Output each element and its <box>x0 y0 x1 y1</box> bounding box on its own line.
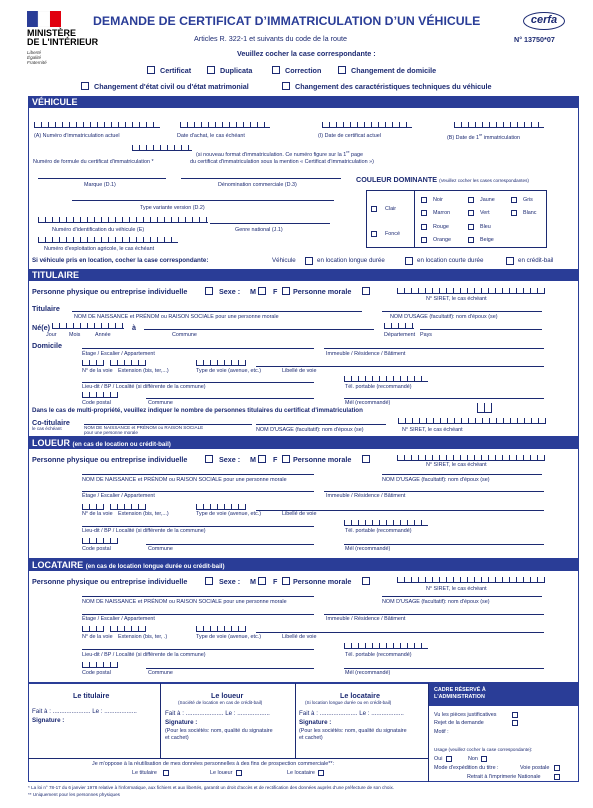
label-mois: Mois <box>69 332 81 338</box>
label-cotitulaire-2: le cas échéant <box>32 426 62 431</box>
sign-loueur-cachet: et cachet) <box>165 735 189 741</box>
field-mel-loueur[interactable] <box>344 544 544 545</box>
field-numvoie-loueur[interactable] <box>82 504 104 510</box>
label-commune-2: Commune <box>148 400 173 406</box>
label-noir: Noir <box>433 197 443 203</box>
footnote-2: ** Uniquement pour les personnes physiques <box>28 792 120 797</box>
label-immeuble: Immeuble / Résidence / Bâtiment <box>326 351 406 357</box>
color-box <box>366 190 547 248</box>
cerfa-logo: cerfa <box>523 12 565 30</box>
label-cp: Code postal <box>82 400 111 406</box>
locataire-label-cp: Code postal <box>82 670 111 676</box>
oppose-label-locataire: Le locataire <box>287 770 315 776</box>
loueur-label-immeuble: Immeuble / Résidence / Bâtiment <box>326 493 406 499</box>
locataire-label-mel: Mél (recommandé) <box>345 670 391 676</box>
admin-title-1: CADRE RÉSERVÉ À <box>434 687 486 693</box>
field-typevoie-loueur[interactable] <box>196 504 246 510</box>
field-libvoie-locataire[interactable] <box>256 632 544 633</box>
checkbox-jaune[interactable] <box>468 197 474 203</box>
field-libvoie-titulaire[interactable] <box>256 366 544 367</box>
field-ext-titulaire[interactable] <box>110 360 146 366</box>
checkbox-fonce[interactable] <box>371 231 377 237</box>
label-couleur: COULEUR DOMINANTE (Veuillez cocher les cases correspondantes) <box>356 175 529 184</box>
label-clair: Clair <box>385 206 397 212</box>
label-rouge: Rouge <box>433 224 449 230</box>
admin-non: Non <box>468 756 478 762</box>
checkbox-correction[interactable] <box>272 66 280 74</box>
label-usage-titulaire: NOM D'USAGE (facultatif): nom d'époux (se) <box>390 314 498 320</box>
sign-locataire-cachet: et cachet) <box>299 735 323 741</box>
field-numvoie-locataire[interactable] <box>82 626 104 632</box>
checkbox-admin-vu[interactable] <box>512 712 518 718</box>
checkbox-beige[interactable] <box>468 237 474 243</box>
label-caracteristiques: Changement des caractéristiques techniques du véhicule <box>295 82 492 91</box>
admin-mode: Mode d'expédition du titre : <box>434 765 499 771</box>
loueur-label-m: M <box>250 455 256 464</box>
locataire-label-pm: Personne morale <box>293 577 352 586</box>
checkbox-m-titulaire[interactable] <box>258 287 266 295</box>
checkbox-m-loueur[interactable] <box>258 455 266 463</box>
checkbox-marron[interactable] <box>421 210 427 216</box>
ministry-name-2: DE L'INTÉRIEUR <box>27 37 99 47</box>
sign-titulaire-title: Le titulaire <box>73 691 110 700</box>
checkbox-pp-titulaire[interactable] <box>205 287 213 295</box>
label-jour: Jour <box>46 332 57 338</box>
label-cotitulaire: Co-titulaire <box>32 418 70 427</box>
oppose-label-titulaire: Le titulaire <box>132 770 157 776</box>
label-pays: Pays <box>420 332 432 338</box>
field-etage-loueur[interactable] <box>82 491 314 492</box>
loueur-label-tel: Tél. portable (recommandé) <box>345 528 412 534</box>
label-lieudit: Lieu-dit / BP / Localité (si différente de la commune) <box>82 384 206 390</box>
checkbox-bleu[interactable] <box>468 224 474 230</box>
cerfa-number: N° 13750*07 <box>514 35 555 44</box>
label-marque: Marque (D.1) <box>84 182 116 188</box>
field-marque[interactable] <box>38 178 166 179</box>
field-immeuble-loueur[interactable] <box>324 491 544 492</box>
section-locataire: LOCATAIRE (en cas de location longue durée ou crédit-bail) <box>28 559 579 571</box>
checkbox-location-courte[interactable] <box>405 257 413 265</box>
locataire-label-sexe: Sexe : <box>219 577 241 586</box>
sign-locataire-title: Le locataire <box>340 691 380 700</box>
field-usage-locataire[interactable] <box>382 596 542 597</box>
admin-rejet: Rejet de la demande <box>434 720 484 726</box>
label-nom-titulaire: NOM DE NAISSANCE et PRÉNOM ou RAISON SOCIALE pour une personne morale <box>74 314 279 320</box>
label-numero-formule: Numéro de formule du certificat d'immatriculation * <box>33 159 154 165</box>
checkbox-oppose-locataire[interactable] <box>318 770 324 776</box>
field-mel-locataire[interactable] <box>344 668 544 669</box>
label-immat-actuel: (A) Numéro d'immatriculation actuel <box>34 133 120 139</box>
label-denomination: Dénomination commerciale (D.3) <box>218 182 297 188</box>
label-vin: Numéro d'identification du véhicule (E) <box>52 227 145 233</box>
admin-oui: Oui <box>434 756 443 762</box>
locataire-label-immeuble: Immeuble / Résidence / Bâtiment <box>326 616 406 622</box>
checkbox-admin-voie[interactable] <box>554 765 560 771</box>
sign-loueur-sub: (Société de location en cas de crédit-bail) <box>178 700 263 705</box>
field-date-naissance[interactable] <box>52 323 124 329</box>
checkbox-f-locataire[interactable] <box>282 577 290 585</box>
loueur-label-nom: NOM DE NAISSANCE et PRÉNOM ou RAISON SOCIALE pour une personne morale <box>82 477 287 483</box>
field-commune-locataire[interactable] <box>146 668 314 669</box>
field-cotit-usage[interactable] <box>256 424 386 425</box>
field-numvoie-titulaire[interactable] <box>82 360 104 366</box>
section-vehicule: VÉHICULE <box>28 96 579 108</box>
field-cp-loueur[interactable] <box>82 538 118 544</box>
admin-retrait: Retrait à l'imprimerie Nationale <box>467 774 541 780</box>
field-siret-locataire[interactable] <box>397 577 545 583</box>
label-location-courte: en location courte durée <box>417 257 484 264</box>
section-loueur: LOUEUR (en cas de location ou crédit-bail) <box>28 437 579 449</box>
label-multi-propriete: Dans le cas de multi-propriété, veuillez indiquer le nombre de personnes titulaires du certificat d'immatriculation <box>32 407 363 414</box>
field-lieudit-titulaire[interactable] <box>82 382 314 383</box>
label-departement: Département <box>384 332 416 338</box>
loueur-label-pm: Personne morale <box>293 455 352 464</box>
checkbox-pm-titulaire[interactable] <box>362 287 370 295</box>
label-tel: Tél. portable (recommandé) <box>345 384 412 390</box>
checkbox-f-loueur[interactable] <box>282 455 290 463</box>
field-tel-titulaire[interactable] <box>344 376 428 382</box>
label-typevoie: Type de voie (avenue, etc.) <box>196 368 262 374</box>
field-agricole[interactable] <box>38 237 178 243</box>
label-sexe: Sexe : <box>219 287 241 296</box>
label-m: M <box>250 287 256 296</box>
field-departement[interactable] <box>384 323 414 329</box>
articles-ref: Articles R. 322-1 et suivants du code de la route <box>194 34 348 43</box>
field-nb-titulaires[interactable] <box>477 403 492 413</box>
checkbox-pm-locataire[interactable] <box>362 577 370 585</box>
label-etat-civil: Changement d'état civil ou d'état matrimonial <box>94 82 249 91</box>
checkbox-noir[interactable] <box>421 197 427 203</box>
checkbox-f-titulaire[interactable] <box>282 287 290 295</box>
checkbox-changement-domicile[interactable] <box>338 66 346 74</box>
locataire-label-usage: NOM D'USAGE (facultatif): nom d'époux (se) <box>382 599 490 605</box>
checkbox-pm-loueur[interactable] <box>362 455 370 463</box>
field-cp-titulaire[interactable] <box>82 392 118 398</box>
loueur-label-pp: Personne physique ou entreprise individuelle <box>32 455 188 464</box>
field-date-achat[interactable] <box>180 122 270 128</box>
label-date-certificat: (I) Date de certificat actuel <box>318 133 381 139</box>
sign-locataire-signature: Signature : <box>299 719 332 726</box>
section-titulaire: TITULAIRE <box>28 269 579 281</box>
field-immeuble-titulaire[interactable] <box>324 348 544 349</box>
checkbox-etat-civil[interactable] <box>81 82 89 90</box>
locataire-label-nom: NOM DE NAISSANCE et PRÉNOM ou RAISON SOCIALE pour une personne morale <box>82 599 287 605</box>
checkbox-credit-bail[interactable] <box>506 257 514 265</box>
label-numero-formule-2: du certificat d'immatriculation sous la mention « Certificat d'immatriculation ») <box>190 159 374 165</box>
label-gris: Gris <box>523 197 533 203</box>
label-correction: Correction <box>285 66 322 75</box>
field-ext-loueur[interactable] <box>110 504 146 510</box>
field-etage-locataire[interactable] <box>82 614 314 615</box>
checkbox-clair[interactable] <box>371 206 377 212</box>
label-changement-domicile: Changement de domicile <box>351 66 437 75</box>
label-personne-physique: Personne physique ou entreprise individuelle <box>32 287 188 296</box>
label-f: F <box>273 287 278 296</box>
field-numero-formule[interactable] <box>132 145 192 151</box>
checkbox-admin-rejet[interactable] <box>512 720 518 726</box>
loueur-label-etage: Étage / Escalier / Appartement <box>82 493 155 499</box>
field-cotit-siret[interactable] <box>398 418 546 424</box>
field-nom-titulaire[interactable] <box>72 311 362 312</box>
sign-titulaire-fait: Fait à : ...................... Le : ................... <box>32 708 137 715</box>
field-tel-locataire[interactable] <box>344 643 428 649</box>
locataire-label-f: F <box>273 577 278 586</box>
label-domicile: Domicile <box>32 341 62 350</box>
label-mel: Mél (recommandé) <box>345 400 391 406</box>
locataire-label-tel: Tél. portable (recommandé) <box>345 652 412 658</box>
instruction: Veuillez cocher la case correspondante : <box>237 49 376 58</box>
field-immeuble-locataire[interactable] <box>324 614 544 615</box>
label-titulaire: Titulaire <box>32 304 60 313</box>
loueur-label-mel: Mél (recommandé) <box>345 546 391 552</box>
loueur-label-typevoie: Type de voie (avenue, etc.) <box>196 511 262 517</box>
admin-motif: Motif : <box>434 729 449 735</box>
label-date-1re: (B) Date de 1re immatriculation <box>447 133 521 141</box>
label-credit-bail: en crédit-bail <box>518 257 554 264</box>
locataire-label-libvoie: Libellé de voie <box>282 634 317 640</box>
checkbox-duplicata[interactable] <box>207 66 215 74</box>
admin-title-2: L'ADMINISTRATION <box>434 694 485 700</box>
checkbox-admin-retrait[interactable] <box>554 774 560 780</box>
page-title: DEMANDE DE CERTIFICAT D’IMMATRICULATION D’UN VÉHICULE <box>93 14 481 28</box>
field-usage-titulaire[interactable] <box>382 311 542 312</box>
field-commune-naissance[interactable] <box>144 329 374 330</box>
locataire-label-lieudit: Lieu-dit / BP / Localité (si différente de la commune) <box>82 652 206 658</box>
label-blanc: Blanc <box>523 210 537 216</box>
label-ne: Né(e) <box>32 323 50 332</box>
field-type-variante[interactable] <box>72 200 334 201</box>
loueur-label-siret: N° SIRET, le cas échéant <box>426 462 487 468</box>
checkbox-oppose-titulaire[interactable] <box>163 770 169 776</box>
motto-egalite: Égalité <box>27 55 42 60</box>
field-tel-loueur[interactable] <box>344 520 428 526</box>
loueur-label-f: F <box>273 455 278 464</box>
label-marron: Marron <box>433 210 451 216</box>
loueur-label-voie: N° de la voie <box>82 511 113 517</box>
admin-vu: Vu les pièces justificatives <box>434 712 497 718</box>
locataire-label-voie: N° de la voie <box>82 634 113 640</box>
field-vin[interactable] <box>38 217 208 223</box>
field-cp-locataire[interactable] <box>82 662 118 668</box>
admin-voie: Voie postale <box>520 765 550 771</box>
field-mel-titulaire[interactable] <box>344 398 544 399</box>
checkbox-admin-non[interactable] <box>481 756 487 762</box>
field-genre[interactable] <box>210 223 330 224</box>
field-ext-locataire[interactable] <box>110 626 146 632</box>
checkbox-pp-locataire[interactable] <box>205 577 213 585</box>
label-jaune: Jaune <box>480 197 495 203</box>
checkbox-orange[interactable] <box>421 237 427 243</box>
motto-liberte: Liberté <box>27 50 42 55</box>
admin-usage: Usage (veuillez cocher la case correspondante): <box>434 747 533 752</box>
label-vehicule-loc: Véhicule <box>272 257 296 264</box>
footnote-1: * La loi n° 78-17 du 6 janvier 1978 relative à l'informatique, aux fichiers et aux libertés, garantit un droit d'accès et de rectification des données auprès d'une préfecture de son choix. <box>28 785 395 790</box>
label-a: à <box>132 323 136 332</box>
locataire-label-etage: Étage / Escalier / Appartement <box>82 616 155 622</box>
field-nom-loueur[interactable] <box>82 474 314 475</box>
field-typevoie-locataire[interactable] <box>196 626 246 632</box>
label-date-achat: Date d'achat, le cas échéant <box>177 133 245 139</box>
label-location: Si véhicule pris en location, cocher la case correspondante: <box>32 257 209 264</box>
checkbox-m-locataire[interactable] <box>258 577 266 585</box>
label-voie: N° de la voie <box>82 368 113 374</box>
checkbox-location-longue[interactable] <box>305 257 313 265</box>
field-siret-titulaire[interactable] <box>397 288 545 294</box>
sign-locataire-fait: Fait à : ...................... Le : ................... <box>299 710 404 717</box>
field-commune-loueur[interactable] <box>146 544 314 545</box>
oppose-label-loueur: Le loueur <box>210 770 233 776</box>
loueur-label-ext: Extension (bis, ter,...) <box>118 511 169 517</box>
field-nom-locataire[interactable] <box>82 596 314 597</box>
label-agricole: Numéro d'exploitation agricole, le cas échéant <box>44 246 155 252</box>
label-cotit-usage: NOM D'USAGE (facultatif): nom d'époux (se) <box>256 427 364 433</box>
checkbox-rouge[interactable] <box>421 224 427 230</box>
loueur-label-sexe: Sexe : <box>219 455 241 464</box>
label-libvoie: Libellé de voie <box>282 368 317 374</box>
loueur-label-libvoie: Libellé de voie <box>282 511 317 517</box>
field-immat-actuel[interactable] <box>34 122 160 128</box>
locataire-label-siret: N° SIRET, le cas échéant <box>426 586 487 592</box>
loueur-label-commune: Commune <box>148 546 173 552</box>
checkbox-certificat[interactable] <box>147 66 155 74</box>
sign-locataire-societes: (Pour les sociétés: nom, qualité du signataire <box>299 728 407 734</box>
sign-loueur-societes: (Pour les sociétés: nom, qualité du signataire <box>165 728 273 734</box>
field-lieudit-loueur[interactable] <box>82 526 314 527</box>
checkbox-vert[interactable] <box>468 210 474 216</box>
sign-loueur-fait: Fait à : ...................... Le : ................... <box>165 710 270 717</box>
label-siret: N° SIRET, le cas échéant <box>426 296 487 302</box>
label-type-variante: Type variante version (D.2) <box>140 205 205 211</box>
locataire-label-pp: Personne physique ou entreprise individuelle <box>32 577 188 586</box>
checkbox-admin-oui[interactable] <box>446 756 452 762</box>
ministry-name: MINISTÈRE <box>27 28 77 38</box>
locataire-label-m: M <box>250 577 256 586</box>
sign-titulaire-signature: Signature : <box>32 717 65 724</box>
label-fonce: Foncé <box>385 231 400 237</box>
label-commune: Commune <box>172 332 197 338</box>
field-etage-titulaire[interactable] <box>82 348 314 349</box>
loueur-label-cp: Code postal <box>82 546 111 552</box>
loueur-label-usage: NOM D'USAGE (facultatif): nom d'époux (se) <box>382 477 490 483</box>
checkbox-gris[interactable] <box>511 197 517 203</box>
label-nouveau-format: (si nouveau format d'immatriculation. Ce numéro figure sur la 1re page <box>196 150 363 158</box>
label-location-longue: en location longue durée <box>317 257 385 264</box>
locataire-label-commune: Commune <box>148 670 173 676</box>
checkbox-blanc[interactable] <box>511 210 517 216</box>
field-denomination[interactable] <box>181 178 341 179</box>
label-duplicata: Duplicata <box>220 66 253 75</box>
label-cotit-siret: N° SIRET, le cas échéant <box>402 427 463 433</box>
oppose-text: Je m'oppose à la réutilisation de mes données personnelles à des fins de prospection commerciale**: <box>92 761 334 767</box>
field-pays[interactable] <box>420 329 542 330</box>
sign-loueur-signature: Signature : <box>165 719 198 726</box>
label-vert: Vert <box>480 210 490 216</box>
loueur-label-lieudit: Lieu-dit / BP / Localité (si différente de la commune) <box>82 528 206 534</box>
locataire-label-typevoie: Type de voie (avenue, etc.) <box>196 634 262 640</box>
label-ext: Extension (bis, ter,...) <box>118 368 169 374</box>
field-commune-titulaire[interactable] <box>146 398 314 399</box>
checkbox-oppose-loueur[interactable] <box>236 770 242 776</box>
field-lieudit-locataire[interactable] <box>82 649 314 650</box>
label-annee: Année <box>95 332 111 338</box>
field-date-1re-immat[interactable] <box>454 122 544 128</box>
label-cotit-nom: NOM DE NAISSANCE et PRÉNOM ou RAISON SOCIALE <box>84 425 204 430</box>
checkbox-pp-loueur[interactable] <box>205 455 213 463</box>
sign-loueur-title: Le loueur <box>211 691 244 700</box>
label-bleu: Bleu <box>480 224 491 230</box>
motto-fraternite: Fraternité <box>27 60 47 65</box>
label-genre: Genre national (J.1) <box>235 227 283 233</box>
field-typevoie-titulaire[interactable] <box>196 360 246 366</box>
sign-locataire-sub: (Si location longue durée ou en crédit-bail) <box>305 700 392 705</box>
label-personne-morale: Personne morale <box>293 287 352 296</box>
label-beige: Beige <box>480 237 494 243</box>
label-orange: Orange <box>433 237 451 243</box>
field-siret-loueur[interactable] <box>397 455 545 461</box>
marianne-logo <box>27 11 61 27</box>
checkbox-caracteristiques[interactable] <box>282 82 290 90</box>
field-usage-loueur[interactable] <box>382 474 542 475</box>
locataire-label-ext: Extension (bis, ter, .) <box>118 634 168 640</box>
label-etage: Étage / Escalier / Appartement <box>82 351 155 357</box>
label-certificat: Certificat <box>160 66 192 75</box>
label-cotit-nom-2: pour une personne morale <box>84 430 138 435</box>
field-date-certificat[interactable] <box>322 122 412 128</box>
